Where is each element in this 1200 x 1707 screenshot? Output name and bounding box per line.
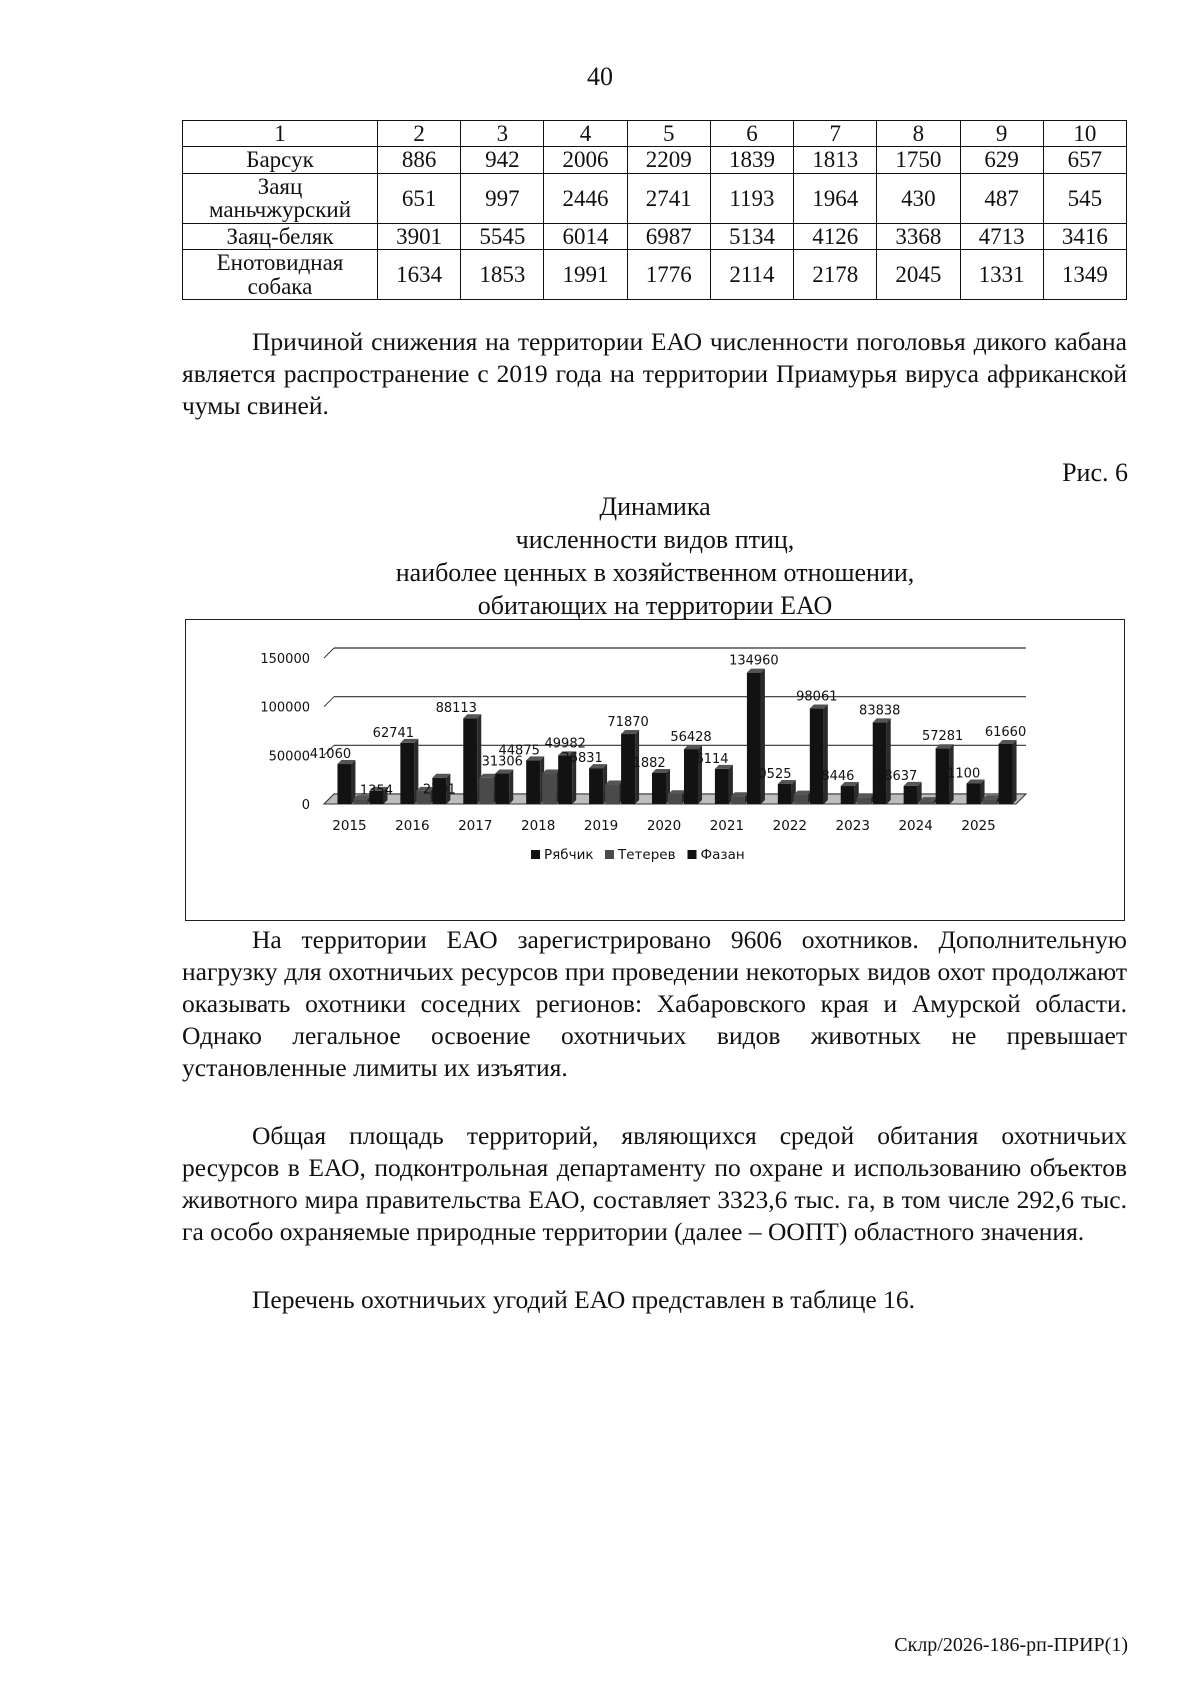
data-label: 134960 xyxy=(729,653,779,669)
bar-Рябчик xyxy=(652,773,666,804)
document-code: Склр/2026-186-рп-ПРИР(1) xyxy=(894,1634,1128,1656)
table-header-cell: 8 xyxy=(877,121,960,147)
bar-Тетерев xyxy=(857,798,871,804)
legend-label: Фазан xyxy=(700,847,745,863)
table-cell: 1839 xyxy=(710,147,793,173)
table-cell: 3368 xyxy=(877,223,960,249)
table-cell: 6014 xyxy=(544,223,627,249)
table-row xyxy=(183,173,1127,223)
bar-Тетерев xyxy=(353,799,367,804)
bar-Тетерев xyxy=(794,795,808,804)
bar-Рябчик xyxy=(904,786,918,804)
page-number: 40 xyxy=(587,62,613,91)
bar-Тетерев xyxy=(605,785,619,804)
data-label: 21100 xyxy=(938,766,981,782)
table-cell: 1813 xyxy=(794,147,877,173)
data-label: 36831 xyxy=(561,751,603,767)
bar-Тетерев xyxy=(920,801,934,804)
x-tick-label: 2018 xyxy=(521,818,556,834)
table-cell: 2045 xyxy=(877,250,960,300)
table-row-label: Барсук xyxy=(183,147,378,173)
data-label: 62741 xyxy=(372,725,415,741)
x-tick-label: 2025 xyxy=(961,818,996,834)
data-label: 88113 xyxy=(435,701,477,717)
data-label: 44875 xyxy=(498,743,540,759)
bar-Рябчик xyxy=(400,743,414,804)
y-tick-label: 0 xyxy=(301,798,310,813)
table-cell: 1634 xyxy=(378,250,461,300)
table-header-cell: 9 xyxy=(960,121,1043,147)
paragraph-hunters: На территории ЕАО зарегистрировано 9606 охотников. Дополнительную нагрузку для охотничьих ресурсов при проведении некоторых видов охот продолжают оказывать охотники соседних регионов: Хабаровского края и Амурской области. Однако легальное освоение охотничьих видов животных не превышает установленные лимиты их изъятия. xyxy=(182,925,1127,1082)
table-cell: 2114 xyxy=(710,250,793,300)
bar-Рябчик xyxy=(778,784,792,804)
wildlife-count-table xyxy=(182,120,1127,300)
table-cell: 5134 xyxy=(710,223,793,249)
legend-label: Тетерев xyxy=(618,847,676,863)
table-cell: 942 xyxy=(461,147,544,173)
data-label: 56428 xyxy=(670,730,712,746)
table-header-cell: 5 xyxy=(627,121,710,147)
table-cell: 2178 xyxy=(794,250,877,300)
table-header-cell: 2 xyxy=(378,121,461,147)
table-cell: 657 xyxy=(1043,147,1126,173)
bird-population-chart xyxy=(185,619,1125,921)
table-cell: 2741 xyxy=(627,173,710,223)
data-label: 18446 xyxy=(813,769,855,785)
table-header-row xyxy=(183,121,1127,147)
data-label: 20525 xyxy=(750,767,792,783)
bar-Фазан xyxy=(999,744,1013,804)
bar-Тетерев xyxy=(731,796,745,804)
bar-side xyxy=(824,705,828,804)
table-cell: 1853 xyxy=(461,250,544,300)
table-cell: 487 xyxy=(960,173,1043,223)
table-header-cell: 6 xyxy=(710,121,793,147)
chart-svg xyxy=(186,620,1124,920)
data-label: 41060 xyxy=(309,747,352,763)
table-cell: 1193 xyxy=(710,173,793,223)
legend-label: Рябчик xyxy=(544,847,594,863)
x-tick-label: 2019 xyxy=(583,818,619,834)
x-tick-label: 2024 xyxy=(898,818,933,834)
table-cell: 2006 xyxy=(544,147,627,173)
data-label: 31306 xyxy=(481,754,523,770)
data-label: 83838 xyxy=(859,703,901,719)
legend-swatch xyxy=(531,850,540,859)
table-cell: 5545 xyxy=(461,223,544,249)
paragraph-hunting-grounds: Перечень охотничьих угодий ЕАО представлен в таблице 16. xyxy=(252,1285,915,1314)
data-label: 2701 xyxy=(422,782,456,798)
paragraph-territory-area: Общая площадь территорий, являющихся средой обитания охотничьих ресурсов в ЕАО, подконтрольная департаменту по охране и использованию объектов животного мира правительства ЕАО, составляет 3323,6 тыс. га, в том числе 292,6 тыс. га особо охраняемые природные территории (далее – ООПТ) областного значения. xyxy=(182,1121,1127,1246)
bar-Тетерев xyxy=(668,794,682,804)
bar-Рябчик xyxy=(715,769,729,804)
data-label: 71870 xyxy=(607,715,649,731)
table-cell: 1991 xyxy=(544,250,627,300)
table-cell: 1750 xyxy=(877,147,960,173)
data-label: 36114 xyxy=(687,751,729,767)
table-cell: 1964 xyxy=(794,173,877,223)
table-cell: 2209 xyxy=(627,147,710,173)
table-cell: 1349 xyxy=(1043,250,1126,300)
grid-line-diagonal xyxy=(324,697,334,707)
grid-line-diagonal xyxy=(324,648,334,658)
x-tick-label: 2015 xyxy=(332,818,367,834)
figure-label: Рис. 6 xyxy=(1062,458,1128,487)
table-cell: 430 xyxy=(877,173,960,223)
bar-Тетерев xyxy=(983,799,997,804)
y-tick-label: 100000 xyxy=(260,700,310,716)
paragraph-wild-boar-decline: Причиной снижения на территории ЕАО численности поголовья дикого кабана является распространение с 2019 года на территории Приамурья вируса африканской чумы свиней. xyxy=(182,327,1127,420)
bar-Рябчик xyxy=(841,786,855,804)
table-cell: 1776 xyxy=(627,250,710,300)
legend-swatch xyxy=(688,850,697,859)
bar-side xyxy=(351,760,355,804)
bar-Рябчик xyxy=(463,718,477,804)
table-cell: 997 xyxy=(461,173,544,223)
table-header-cell: 4 xyxy=(544,121,627,147)
table-header-cell: 1 xyxy=(183,121,378,147)
data-label: 1354 xyxy=(359,783,394,799)
table-row-label: Енотовидная собака xyxy=(183,250,378,300)
bar-Рябчик xyxy=(589,768,603,804)
data-label: 57281 xyxy=(921,729,964,745)
data-label: 18637 xyxy=(875,768,918,784)
table-row xyxy=(183,147,1127,173)
x-tick-label: 2022 xyxy=(772,818,807,834)
bar-side xyxy=(1013,740,1017,804)
bar-Фазан xyxy=(747,673,761,804)
data-label: 49982 xyxy=(544,736,586,752)
bar-side xyxy=(761,669,765,804)
chart-title xyxy=(0,490,1200,622)
table-cell: 4126 xyxy=(794,223,877,249)
bar-Рябчик xyxy=(337,764,351,804)
table-cell: 886 xyxy=(378,147,461,173)
bar-side xyxy=(887,718,891,804)
bar-Рябчик xyxy=(526,760,540,804)
table-cell: 6987 xyxy=(627,223,710,249)
x-tick-label: 2016 xyxy=(395,818,430,834)
table-cell: 4713 xyxy=(960,223,1043,249)
chart-title-line: Динамика xyxy=(599,492,711,521)
x-tick-label: 2020 xyxy=(646,818,682,834)
x-tick-label: 2017 xyxy=(458,818,493,834)
table-header-cell: 10 xyxy=(1043,121,1126,147)
bar-Фазан xyxy=(810,709,824,804)
table-cell: 3901 xyxy=(378,223,461,249)
bar-Фазан xyxy=(495,774,509,804)
bar-side xyxy=(509,770,513,804)
data-label: 98061 xyxy=(796,689,838,705)
table-cell: 2446 xyxy=(544,173,627,223)
bar-Тетерев xyxy=(542,774,556,804)
table-cell: 651 xyxy=(378,173,461,223)
chart-title-line: обитающих на территории ЕАО xyxy=(477,591,833,620)
y-tick-label: 50000 xyxy=(268,749,310,765)
chart-title-line: численности видов птиц, xyxy=(515,525,795,554)
table-row-label: Заяц-беляк xyxy=(183,223,378,249)
chart-title-line: наиболее ценных в хозяйственном отношении, xyxy=(395,558,915,587)
table-row xyxy=(183,223,1127,249)
table-cell: 629 xyxy=(960,147,1043,173)
table-cell: 545 xyxy=(1043,173,1126,223)
table-row xyxy=(183,250,1127,300)
bar-Рябчик xyxy=(967,783,981,804)
data-label: 31882 xyxy=(624,755,666,771)
x-tick-label: 2023 xyxy=(835,818,870,834)
y-tick-label: 150000 xyxy=(260,652,310,667)
bar-Фазан xyxy=(873,722,887,804)
legend-swatch xyxy=(605,850,614,859)
data-label: 61660 xyxy=(984,724,1027,740)
table-header-cell: 7 xyxy=(794,121,877,147)
bar-Тетерев xyxy=(479,778,493,804)
table-row-label: Заяц маньчжурский xyxy=(183,173,378,223)
table-cell: 3416 xyxy=(1043,223,1126,249)
x-tick-label: 2021 xyxy=(709,818,745,834)
table-cell: 1331 xyxy=(960,250,1043,300)
table-header-cell: 3 xyxy=(461,121,544,147)
